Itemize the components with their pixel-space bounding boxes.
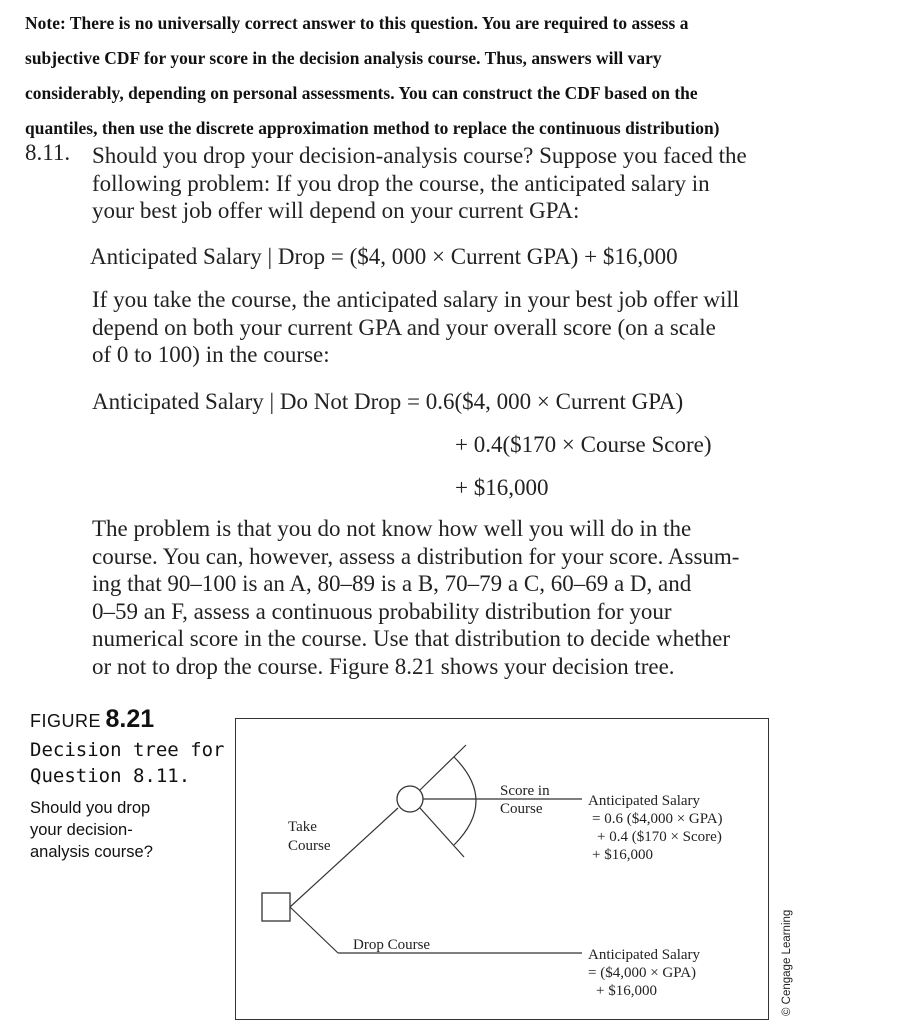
exercise-number: 8.11. bbox=[25, 140, 71, 165]
take-label-line2: Course bbox=[288, 838, 331, 854]
chance-fan-top bbox=[420, 745, 466, 790]
text-line: following problem: If you drop the course, the anticipated salary in bbox=[92, 170, 710, 196]
text-line: depend on both your current GPA and your overall score (on a scale bbox=[92, 314, 716, 340]
subcaption-line: Should you drop bbox=[30, 799, 151, 817]
text-line: numerical score in the course. Use that distribution to decide whether bbox=[92, 626, 731, 651]
text-line: 0–59 an F, assess a continuous probability distribution for your bbox=[92, 598, 672, 624]
decision-tree-diagram bbox=[236, 719, 770, 1021]
exercise-intro bbox=[92, 142, 747, 225]
equation-no-drop-line3: + $16,000 bbox=[455, 475, 549, 500]
take-label-line1: Take bbox=[288, 819, 317, 835]
decision-node-square bbox=[262, 893, 290, 921]
drop-outcome-line1: Anticipated Salary bbox=[588, 947, 701, 963]
take-outcome-line4: + $16,000 bbox=[592, 847, 653, 863]
take-outcome-line1: Anticipated Salary bbox=[588, 793, 701, 809]
text-line: of 0 to 100) in the course: bbox=[92, 342, 330, 367]
drop-outcome-line3: + $16,000 bbox=[596, 983, 657, 999]
chance-fan-bottom bbox=[420, 808, 464, 857]
copyright-credit: © Cengage Learning bbox=[781, 909, 793, 1016]
decision-tree-figure bbox=[235, 718, 769, 1020]
chance-label-line1: Score in bbox=[500, 783, 550, 799]
figure-label bbox=[30, 705, 154, 734]
exercise-problem-text bbox=[92, 515, 739, 680]
figure-caption bbox=[30, 737, 224, 789]
chance-label-line2: Course bbox=[500, 801, 543, 817]
caption-line: Decision tree for bbox=[30, 739, 225, 761]
caption-line: Question 8.11. bbox=[30, 765, 191, 787]
take-outcome-line2: = 0.6 ($4,000 × GPA) bbox=[592, 811, 723, 827]
equation-no-drop-line2: + 0.4($170 × Course Score) bbox=[455, 432, 712, 457]
note-line: subjective CDF for your score in the decision analysis course. Thus, answers will vary bbox=[25, 48, 662, 68]
chance-fan-arc bbox=[454, 757, 476, 845]
equation-no-drop-line1: Anticipated Salary | Do Not Drop = 0.6($4, 000 × Current GPA) bbox=[92, 389, 684, 414]
figure-word: FIGURE bbox=[30, 711, 102, 731]
text-line: course. You can, however, assess a distribution for your score. Assum- bbox=[92, 543, 740, 569]
text-line: ing that 90–100 is an A, 80–89 is a B, 70–79 a C, 60–69 a D, and bbox=[92, 571, 692, 596]
note-line: considerably, depending on personal assessments. You can construct the CDF based on the bbox=[25, 83, 698, 103]
text-line: The problem is that you do not know how well you will do in the bbox=[92, 516, 692, 541]
text-line: Should you drop your decision-analysis course? Suppose you faced the bbox=[92, 143, 747, 168]
drop-course-label: Drop Course bbox=[353, 937, 431, 953]
text-line: your best job offer will depend on your current GPA: bbox=[92, 198, 580, 223]
take-outcome-line3: + 0.4 ($170 × Score) bbox=[597, 829, 722, 845]
subcaption-line: your decision- bbox=[30, 821, 133, 839]
equation-drop: Anticipated Salary | Drop = ($4, 000 × Current GPA) + $16,000 bbox=[90, 244, 678, 269]
figure-number: 8.21 bbox=[105, 705, 155, 733]
chance-node-circle bbox=[397, 786, 423, 812]
subcaption-line: analysis course? bbox=[30, 843, 153, 861]
assignment-note bbox=[25, 6, 885, 146]
text-line: or not to drop the course. Figure 8.21 shows your decision tree. bbox=[92, 653, 675, 679]
figure-subcaption bbox=[30, 797, 153, 863]
note-line: quantiles, then use the discrete approximation method to replace the continuous distribution) bbox=[25, 118, 720, 138]
drop-outcome-line2: = ($4,000 × GPA) bbox=[588, 965, 697, 981]
note-line: Note: There is no universally correct answer to this question. You are required to assess a bbox=[25, 13, 689, 33]
exercise-take-text bbox=[92, 286, 739, 369]
drop-course-branch bbox=[290, 907, 338, 953]
text-line: If you take the course, the anticipated salary in your best job offer will bbox=[92, 287, 740, 312]
